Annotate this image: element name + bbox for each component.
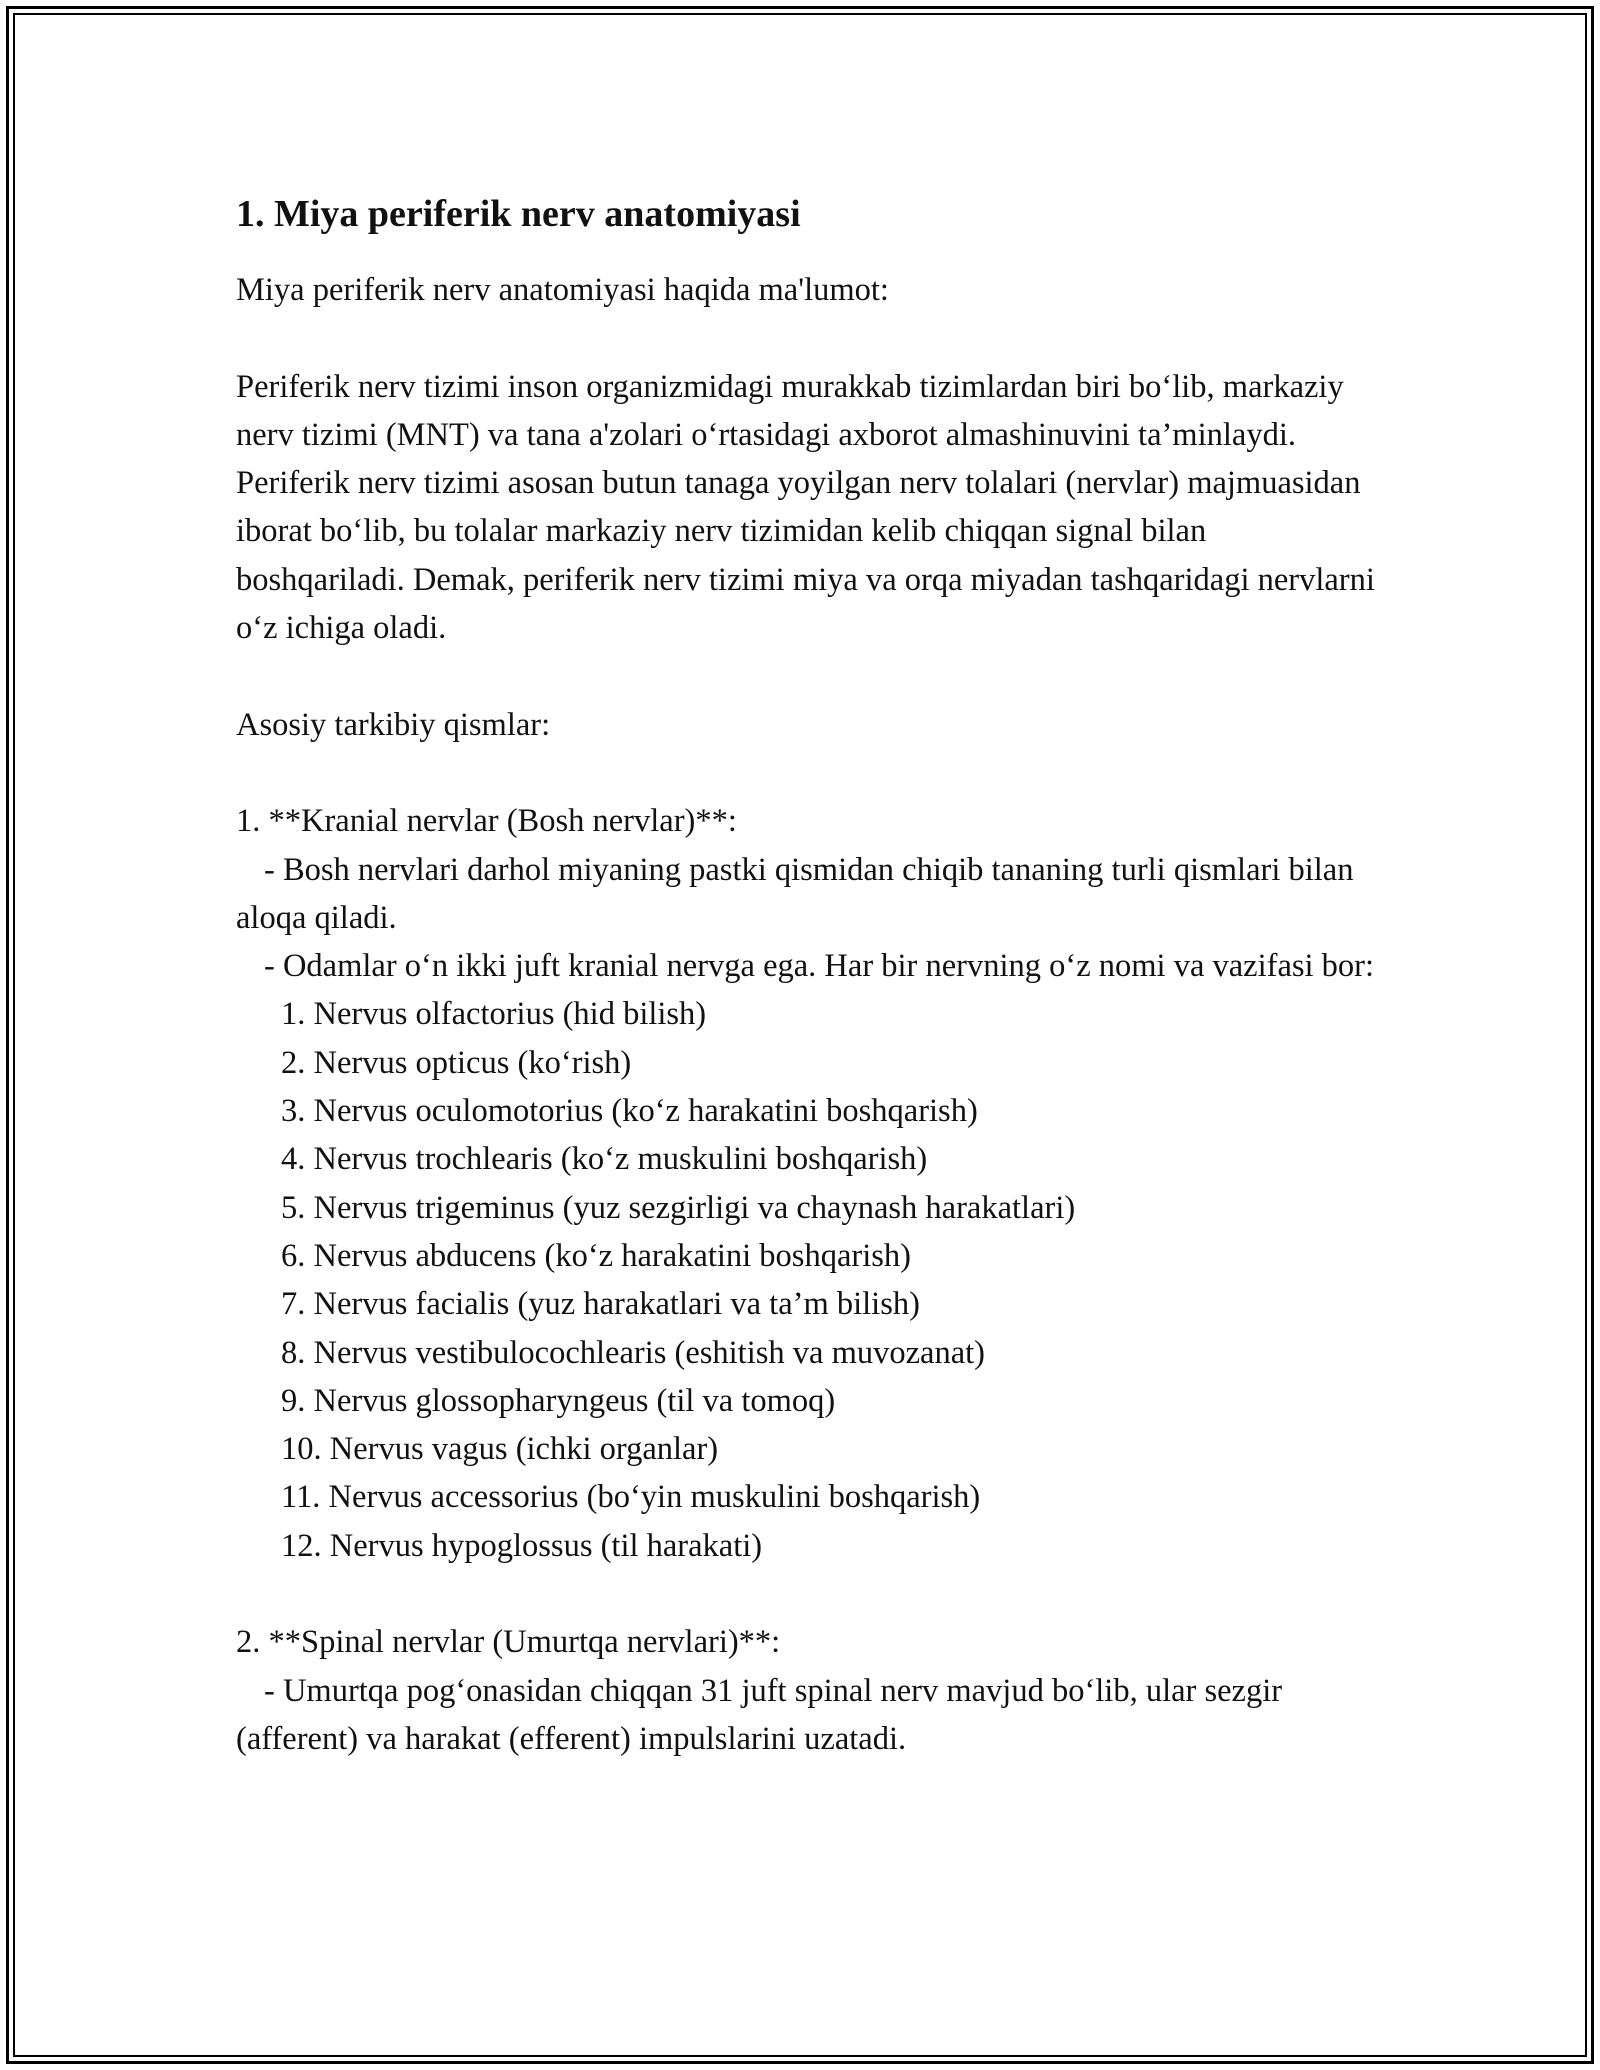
list-item: 11. Nervus accessorius (bo‘yin muskulini boshqarish) (281, 1479, 981, 1516)
cranial-nerve-list (236, 990, 1376, 1570)
list-item: 3. Nervus oculomotorius (ko‘z harakatini boshqarish) (281, 1093, 978, 1130)
list-item: 2. Nervus opticus (ko‘rish) (281, 1044, 632, 1081)
section-kranial-heading: 1. **Kranial nervlar (Bosh nervlar)**: (236, 803, 737, 840)
document-title: 1. Miya periferik nerv anatomiyasi (236, 193, 801, 235)
components-heading: Asosiy tarkibiy qismlar: (236, 706, 551, 743)
section-spinal-bullet-1: - Umurtqa pog‘onasidan chiqqan 31 juft spinal nerv mavjud bo‘lib, ular sezgir (afferent) va harakat (efferent) impulslarini uzatadi. (236, 1672, 1283, 1757)
section-spinal-heading: 2. **Spinal nervlar (Umurtqa nervlari)**: (236, 1624, 781, 1661)
section-kranial-bullet-1: - Bosh nervlari darhol miyaning pastki qismidan chiqib tananing turli qismlari bilan aloqa qiladi. (236, 851, 1354, 936)
list-item: 7. Nervus facialis (yuz harakatlari va ta’m bilish) (281, 1286, 920, 1323)
document-body (236, 188, 1376, 1763)
intro-text: Miya periferik nerv anatomiyasi haqida ma'lumot: (236, 272, 889, 308)
section-kranial-bullet-2: - Odamlar o‘n ikki juft kranial nervga ega. Har bir nervning o‘z nomi va vazifasi bor: (264, 948, 1375, 985)
list-item: 1. Nervus olfactorius (hid bilish) (281, 996, 707, 1033)
list-item: 5. Nervus trigeminus (yuz sezgirligi va chaynash harakatlari) (281, 1189, 1076, 1226)
paragraph-periferik: Periferik nerv tizimi inson organizmidagi murakkab tizimlardan biri bo‘lib, markaziy nerv tizimi (MNT) va tana a'zolari o‘rtasidagi axborot almashinuvini ta’minlaydi. Periferik nerv tizimi asosan butun tanaga yoyilgan nerv tolalari (nervlar) majmuasidan iborat bo‘lib, bu tolalar markaziy nerv tizimidan kelib chiqqan signal bilan boshqariladi. Demak, periferik nerv tizimi miya va orqa miyadan tashqaridagi nervlarni o‘z ichiga oladi. (236, 368, 1375, 647)
list-item: 9. Nervus glossopharyngeus (til va tomoq) (281, 1382, 836, 1419)
list-item: 10. Nervus vagus (ichki organlar) (281, 1431, 719, 1468)
list-item: 8. Nervus vestibulocochlearis (eshitish va muvozanat) (281, 1334, 985, 1371)
list-item: 4. Nervus trochlearis (ko‘z muskulini boshqarish) (281, 1141, 928, 1178)
list-item: 6. Nervus abducens (ko‘z harakatini boshqarish) (281, 1237, 911, 1274)
list-item: 12. Nervus hypoglossus (til harakati) (281, 1527, 763, 1564)
